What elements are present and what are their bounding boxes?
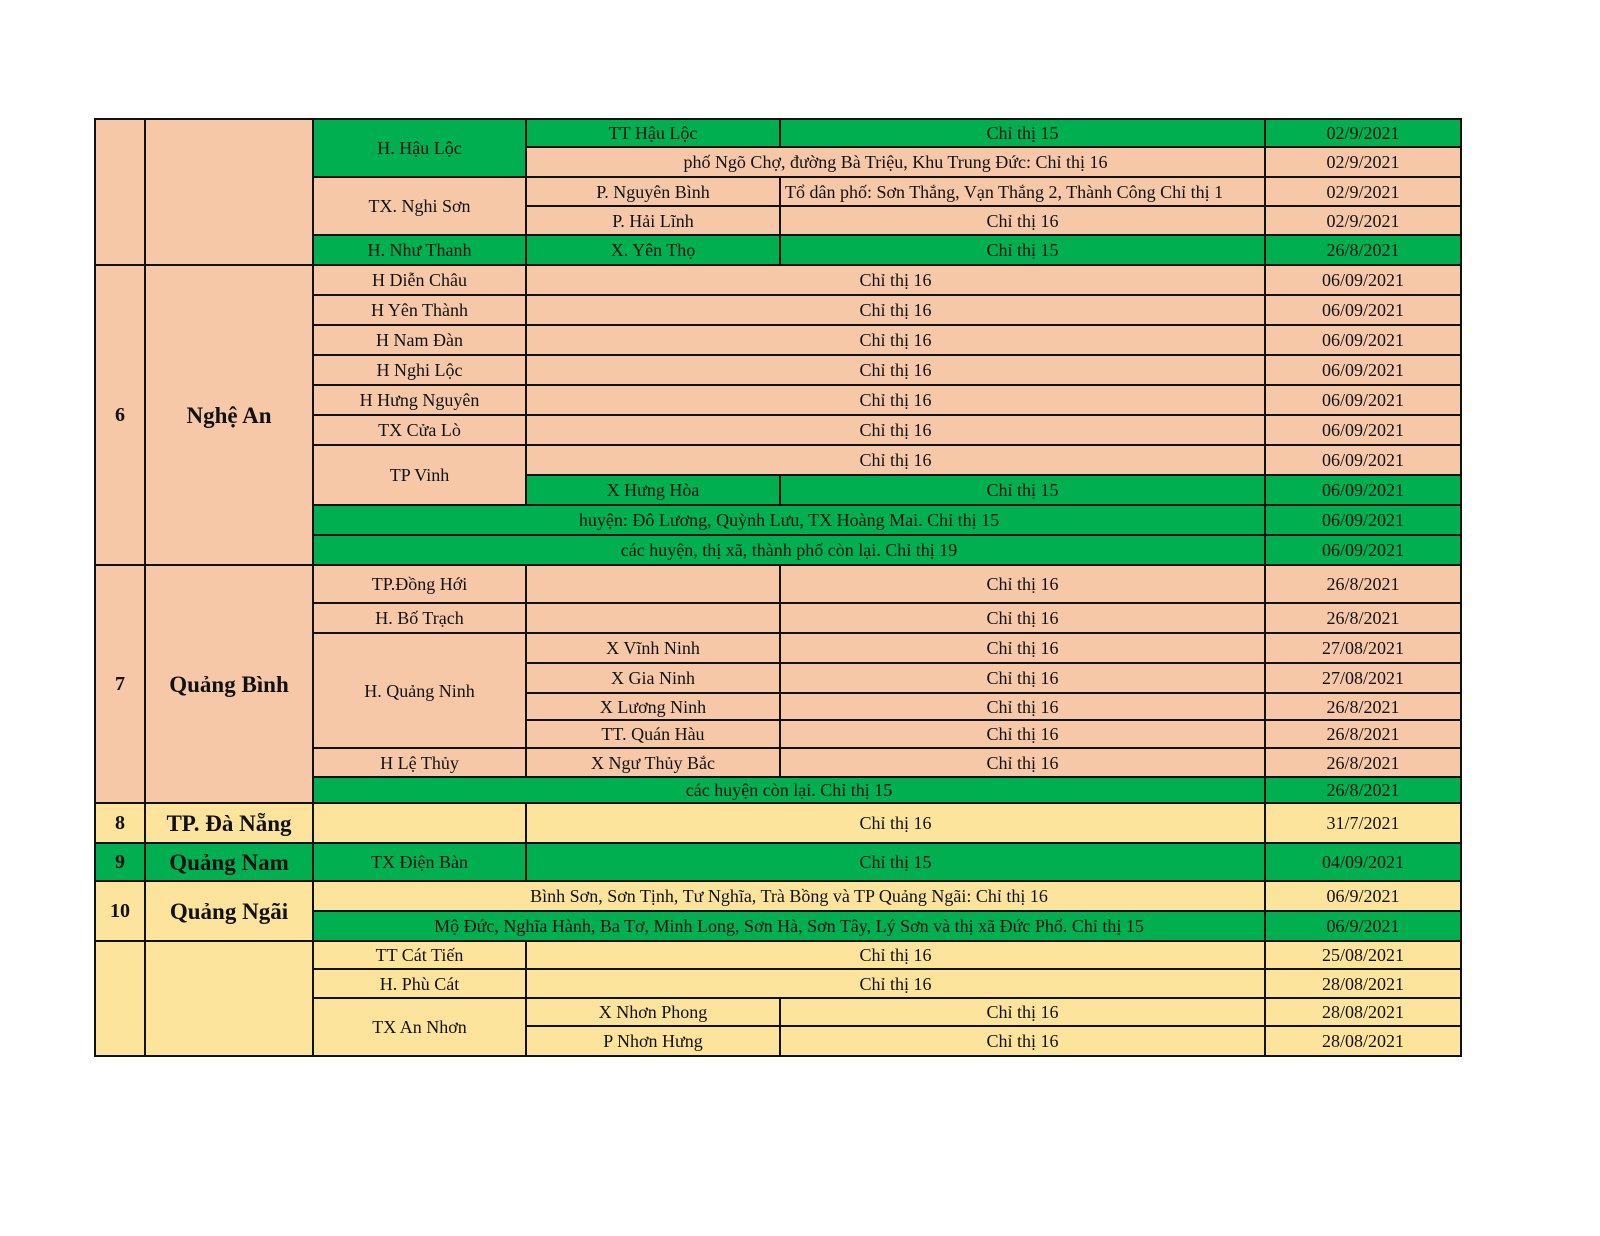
ward-cell: X Lương Ninh <box>527 694 781 721</box>
date-cell: 26/8/2021 <box>1266 721 1462 749</box>
date-cell: 02/9/2021 <box>1266 178 1462 207</box>
measure-cell: Tổ dân phố: Sơn Thắng, Vạn Thắng 2, Thành Công Chỉ thị 1 <box>781 178 1266 207</box>
date-cell: 04/09/2021 <box>1266 844 1462 882</box>
district-cell: TT Cát Tiến <box>314 942 527 970</box>
date-cell: 28/08/2021 <box>1266 999 1462 1027</box>
district-cell: H Nam Đàn <box>314 326 527 356</box>
ward-cell: X. Yên Thọ <box>527 236 781 266</box>
province-name <box>146 942 314 1057</box>
measure-note: các huyện, thị xã, thành phố còn lại. Chỉ thị 19 <box>314 536 1266 566</box>
row-number: 10 <box>94 882 146 942</box>
measure-cell: Chỉ thị 16 <box>781 721 1266 749</box>
district-cell: TX. Nghi Sơn <box>314 178 527 236</box>
date-cell: 06/9/2021 <box>1266 882 1462 912</box>
district-cell <box>314 804 527 844</box>
date-cell: 26/8/2021 <box>1266 778 1462 804</box>
date-cell: 02/9/2021 <box>1266 118 1462 148</box>
date-cell: 06/09/2021 <box>1266 416 1462 446</box>
ward-cell <box>527 566 781 604</box>
measure-cell: Chỉ thị 16 <box>527 970 1266 999</box>
row-number <box>94 942 146 1057</box>
date-cell: 06/09/2021 <box>1266 476 1462 506</box>
row-number: 8 <box>94 804 146 844</box>
district-cell: TP.Đồng Hới <box>314 566 527 604</box>
date-cell: 26/8/2021 <box>1266 694 1462 721</box>
district-cell: H. Bố Trạch <box>314 604 527 634</box>
measure-cell: Chỉ thị 16 <box>781 207 1266 236</box>
province-name: TP. Đà Nẵng <box>146 804 314 844</box>
ward-cell: X Gia Ninh <box>527 664 781 694</box>
measure-cell: Chỉ thị 15 <box>781 476 1266 506</box>
measure-note: các huyện còn lại. Chỉ thị 15 <box>314 778 1266 804</box>
province-name <box>146 118 314 266</box>
date-cell: 27/08/2021 <box>1266 664 1462 694</box>
province-name: Nghệ An <box>146 266 314 566</box>
date-cell: 06/09/2021 <box>1266 326 1462 356</box>
district-cell: H Yên Thành <box>314 296 527 326</box>
ward-cell: P. Hải Lĩnh <box>527 207 781 236</box>
date-cell: 06/09/2021 <box>1266 506 1462 536</box>
date-cell: 26/8/2021 <box>1266 749 1462 778</box>
district-cell: TX Điện Bàn <box>314 844 527 882</box>
measure-cell: Chỉ thị 16 <box>781 566 1266 604</box>
date-cell: 28/08/2021 <box>1266 1027 1462 1057</box>
ward-cell: X Vĩnh Ninh <box>527 634 781 664</box>
ward-cell: P. Nguyên Bình <box>527 178 781 207</box>
province-name: Quảng Nam <box>146 844 314 882</box>
province-name: Quảng Bình <box>146 566 314 804</box>
measure-cell: Chỉ thị 15 <box>527 844 1266 882</box>
district-cell: TP Vinh <box>314 446 527 506</box>
district-cell: H. Phù Cát <box>314 970 527 999</box>
date-cell: 02/9/2021 <box>1266 207 1462 236</box>
ward-cell: TT. Quán Hàu <box>527 721 781 749</box>
measure-cell: Chỉ thị 16 <box>781 634 1266 664</box>
measure-cell: Chỉ thị 16 <box>781 1027 1266 1057</box>
measure-cell: Chỉ thị 16 <box>527 446 1266 476</box>
measure-cell: Chỉ thị 16 <box>781 604 1266 634</box>
date-cell: 06/09/2021 <box>1266 386 1462 416</box>
date-cell: 06/9/2021 <box>1266 912 1462 942</box>
measure-cell: Chỉ thị 16 <box>527 804 1266 844</box>
measure-cell: Chỉ thị 16 <box>527 386 1266 416</box>
ward-cell: X Hưng Hòa <box>527 476 781 506</box>
ward-cell: X Ngư Thủy Bắc <box>527 749 781 778</box>
ward-cell: TT Hậu Lộc <box>527 118 781 148</box>
date-cell: 26/8/2021 <box>1266 236 1462 266</box>
measure-note: Mộ Đức, Nghĩa Hành, Ba Tơ, Minh Long, Sơn Hà, Sơn Tây, Lý Sơn và thị xã Đức Phổ. Chỉ thị 15 <box>314 912 1266 942</box>
district-cell: H Nghi Lộc <box>314 356 527 386</box>
date-cell: 26/8/2021 <box>1266 604 1462 634</box>
measure-cell: Chỉ thị 16 <box>781 749 1266 778</box>
date-cell: 27/08/2021 <box>1266 634 1462 664</box>
district-cell: H Diễn Châu <box>314 266 527 296</box>
date-cell: 31/7/2021 <box>1266 804 1462 844</box>
measure-cell: Chỉ thị 16 <box>781 999 1266 1027</box>
row-number: 7 <box>94 566 146 804</box>
district-cell: H Lệ Thủy <box>314 749 527 778</box>
district-cell: H. Như Thanh <box>314 236 527 266</box>
district-cell: H. Quảng Ninh <box>314 634 527 749</box>
measure-cell: Chỉ thị 16 <box>527 326 1266 356</box>
date-cell: 06/09/2021 <box>1266 536 1462 566</box>
ward-cell: X Nhơn Phong <box>527 999 781 1027</box>
province-name: Quảng Ngãi <box>146 882 314 942</box>
date-cell: 25/08/2021 <box>1266 942 1462 970</box>
date-cell: 06/09/2021 <box>1266 356 1462 386</box>
measure-cell: Chỉ thị 16 <box>527 266 1266 296</box>
measure-cell: Chỉ thị 16 <box>527 356 1266 386</box>
measure-cell: Chỉ thị 15 <box>781 118 1266 148</box>
row-number <box>94 118 146 266</box>
measure-cell: Chỉ thị 16 <box>781 694 1266 721</box>
ward-cell: P Nhơn Hưng <box>527 1027 781 1057</box>
measure-cell: Chỉ thị 16 <box>527 942 1266 970</box>
date-cell: 26/8/2021 <box>1266 566 1462 604</box>
date-cell: 06/09/2021 <box>1266 296 1462 326</box>
date-cell: 28/08/2021 <box>1266 970 1462 999</box>
measure-note: huyện: Đô Lương, Quỳnh Lưu, TX Hoàng Mai. Chỉ thị 15 <box>314 506 1266 536</box>
measure-cell: phố Ngõ Chợ, đường Bà Triệu, Khu Trung Đức: Chỉ thị 16 <box>527 148 1266 178</box>
district-cell: H Hưng Nguyên <box>314 386 527 416</box>
district-cell: TX Cửa Lò <box>314 416 527 446</box>
row-number: 9 <box>94 844 146 882</box>
date-cell: 06/09/2021 <box>1266 446 1462 476</box>
measure-cell: Chỉ thị 16 <box>527 416 1266 446</box>
ward-cell <box>527 604 781 634</box>
measure-cell: Chỉ thị 15 <box>781 236 1266 266</box>
district-cell: TX An Nhơn <box>314 999 527 1057</box>
district-cell: H. Hậu Lộc <box>314 118 527 178</box>
measure-cell: Chỉ thị 16 <box>781 664 1266 694</box>
row-number: 6 <box>94 266 146 566</box>
date-cell: 02/9/2021 <box>1266 148 1462 178</box>
measure-note: Bình Sơn, Sơn Tịnh, Tư Nghĩa, Trà Bồng và TP Quảng Ngãi: Chỉ thị 16 <box>314 882 1266 912</box>
measure-cell: Chỉ thị 16 <box>527 296 1266 326</box>
date-cell: 06/09/2021 <box>1266 266 1462 296</box>
